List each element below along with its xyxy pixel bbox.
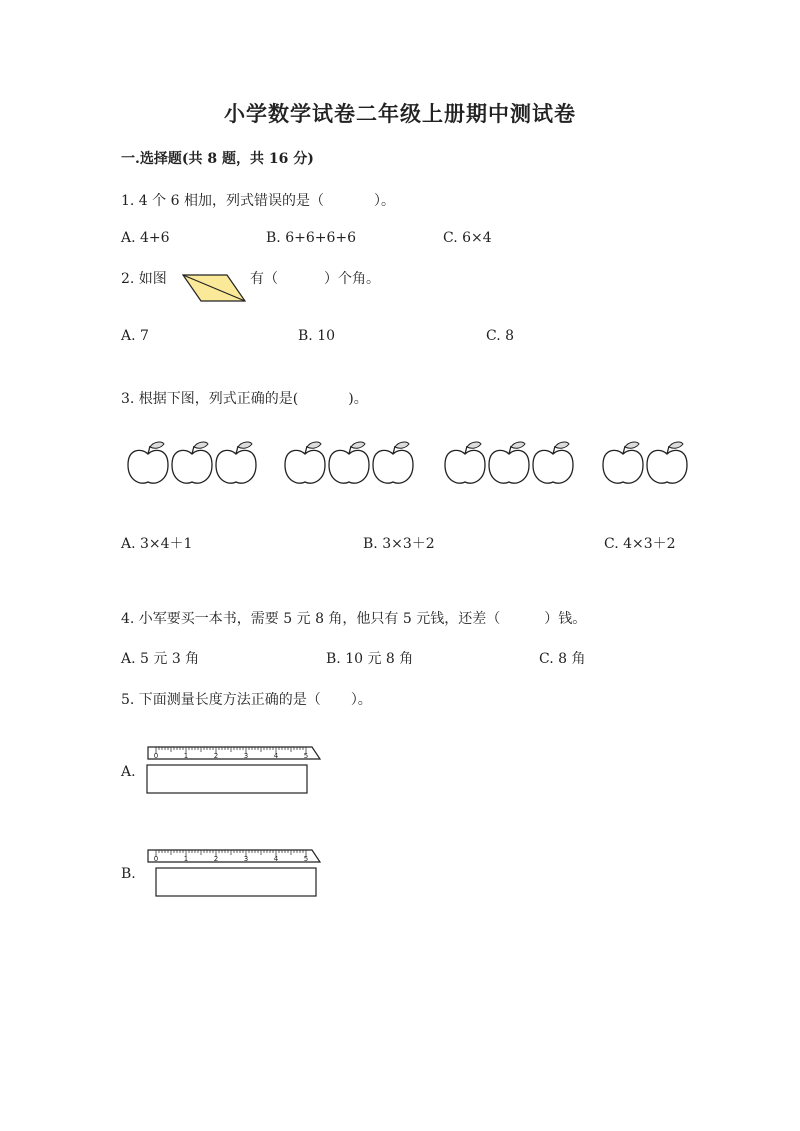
question-4-text-after: ）钱。	[544, 611, 587, 627]
apple-icon	[285, 442, 325, 483]
ruler-tick-label: 0	[153, 752, 159, 760]
question-1-text-before: 1. 4 个 6 相加，列式错误的是（	[121, 193, 324, 209]
ruler-tick-label: 5	[303, 752, 309, 760]
ruler-tick-label: 4	[273, 752, 279, 760]
question-1-option-c[interactable]: C. 6×4	[443, 230, 492, 246]
question-3-option-b[interactable]: B. 3×3＋2	[363, 536, 435, 552]
question-4-option-b[interactable]: B. 10 元 8 角	[326, 651, 414, 667]
ruler-tick-label: 3	[243, 855, 249, 863]
ruler-tick-label: 3	[243, 752, 249, 760]
ruler-figure-b	[146, 848, 322, 898]
question-4-option-c[interactable]: C. 8 角	[539, 651, 586, 667]
question-2-prefix: 2. 如图	[121, 271, 167, 287]
apple-icon	[647, 442, 687, 483]
question-2-option-b[interactable]: B. 10	[298, 328, 336, 344]
apple-icon	[216, 442, 256, 483]
ruler-icon	[148, 747, 320, 760]
question-1-option-a[interactable]: A. 4+6	[121, 230, 170, 246]
apple-icon	[603, 442, 643, 483]
question-5-option-a[interactable]: A.	[121, 764, 136, 780]
parallelogram-figure	[182, 274, 246, 302]
apple-icon	[533, 442, 573, 483]
ruler-tick-label: 2	[213, 855, 219, 863]
apple-icon	[489, 442, 529, 483]
ruler-tick-label: 4	[273, 855, 279, 863]
measured-rectangle	[147, 765, 307, 793]
apple-icon	[445, 442, 485, 483]
question-2-text	[250, 268, 380, 288]
question-5-text-before: 5. 下面测量长度方法正确的是（	[121, 692, 321, 708]
apple-icon	[128, 442, 168, 483]
question-1	[121, 190, 395, 210]
apple-icon	[329, 442, 369, 483]
question-1-text-after: ）。	[373, 193, 395, 209]
question-5	[121, 689, 372, 709]
question-2-text-before: 有（	[250, 271, 278, 287]
question-3-option-c[interactable]: C. 4×3＋2	[604, 536, 676, 552]
question-3-option-a[interactable]: A. 3×4＋1	[121, 536, 193, 552]
question-2-option-a[interactable]: A. 7	[121, 328, 149, 344]
measured-rectangle	[156, 868, 316, 896]
apple-icon	[172, 442, 212, 483]
question-3-text-before: 3. 根据下图，列式正确的是(	[121, 391, 299, 407]
apple-icon	[373, 442, 413, 483]
question-1-option-b[interactable]: B. 6+6+6+6	[266, 230, 357, 246]
question-4	[121, 608, 586, 628]
question-2-option-c[interactable]: C. 8	[486, 328, 515, 344]
section-heading: 一.选择题(共 8 题，共 16 分)	[121, 151, 314, 167]
question-5-option-b[interactable]: B.	[121, 866, 136, 882]
ruler-icon	[148, 850, 320, 863]
ruler-tick-label: 5	[303, 855, 309, 863]
question-4-text-before: 4. 小军要买一本书，需要 5 元 8 角，他只有 5 元钱，还差（	[121, 611, 501, 627]
question-4-option-a[interactable]: A. 5 元 3 角	[121, 651, 200, 667]
page-title: 小学数学试卷二年级上册期中测试卷	[224, 101, 576, 126]
apple-figure	[120, 440, 700, 490]
ruler-tick-label: 2	[213, 752, 219, 760]
ruler-tick-label: 1	[183, 752, 189, 760]
ruler-figure-a	[146, 745, 322, 795]
question-2-text-after: ）个角。	[324, 271, 380, 287]
ruler-tick-label: 1	[183, 855, 189, 863]
question-3-text-after: )。	[348, 391, 368, 407]
question-5-text-after: ）。	[350, 692, 372, 708]
ruler-tick-label: 0	[153, 855, 159, 863]
question-3	[121, 388, 368, 408]
